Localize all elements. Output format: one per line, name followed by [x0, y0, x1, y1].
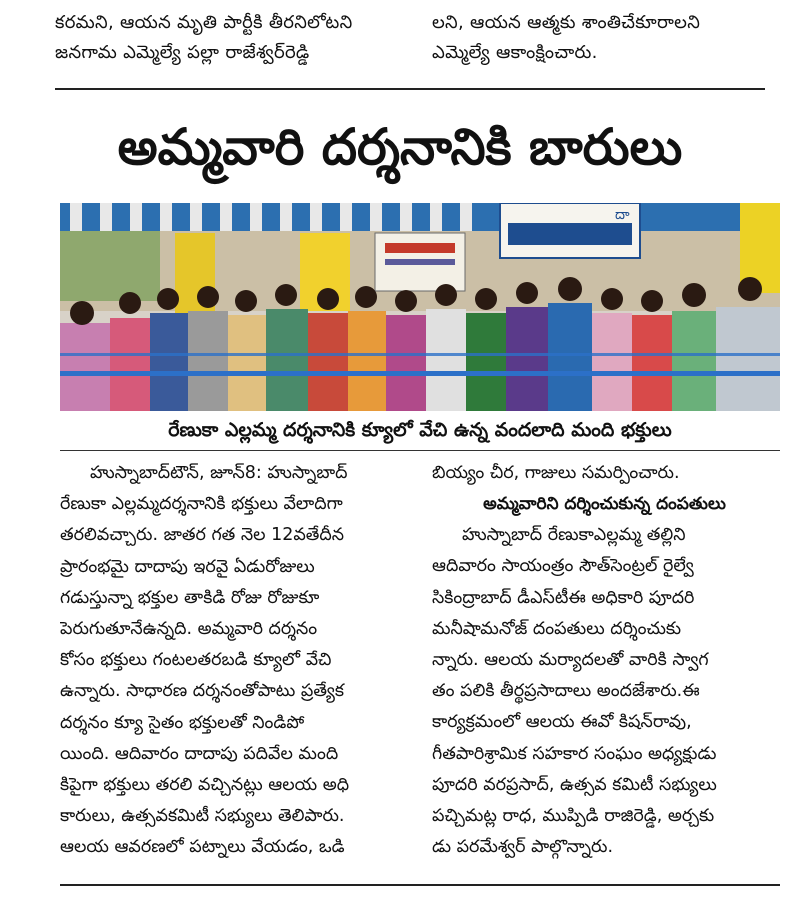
- previous-article-right-column: [432, 0, 792, 68]
- text-line: హుస్నాబాద్‌టౌన్, జూన్‌8: హుస్నాబాద్: [90, 463, 348, 483]
- text-line: ఆదివారం సాయంత్రం సౌత్‌సెంట్రల్ రైల్వే: [432, 556, 694, 577]
- text-line: కరమని, ఆయన మృతి పార్టీకి తీరనిలోటని: [55, 12, 353, 33]
- text-line: లని, ఆయన ఆత్మకు శాంతిచేకూరాలని: [432, 12, 701, 33]
- photo-caption: రేణుకా ఎల్లమ్మ దర్శనానికి క్యూలో వేచి ఉన్న వందలాది మంది భక్తులు: [168, 419, 672, 441]
- text-line: రేణుకా ఎల్లమ్మదర్శనానికి భక్తులు వేలాదిగా: [60, 494, 343, 515]
- text-line: తరలివచ్చారు. జాతర గత నెల 12వతేదీన: [60, 525, 345, 546]
- banner-text: దా: [615, 207, 630, 223]
- text-line: ఎమ్మెల్యే ఆకాంక్షించారు.: [432, 42, 598, 63]
- text-line: పెరుగుతూనేఉన్నది. అమ్మవారి దర్శనం: [60, 619, 318, 640]
- cut-off-line: [55, 0, 415, 8]
- text-line: తం పలికి తీర్థప్రసాదాలు అందజేశారు.ఈ: [432, 681, 700, 702]
- text-line: గీతపారిశ్రామిక సహకార సంఘం అధ్యక్షుడు: [432, 743, 717, 764]
- text-line: దర్శనం క్యూ సైతం భక్తులతో నిండిపో: [60, 712, 305, 733]
- article-left-column: [60, 458, 405, 864]
- crowd-photo-illustration: [60, 203, 780, 411]
- news-photo: [60, 203, 780, 411]
- previous-article-left-column: [55, 0, 415, 68]
- text-line: పూదరి వరప్రసాద్, ఉత్సవ కమిటీ సభ్యులు: [432, 774, 717, 795]
- text-line: డు పరమేశ్వర్ పాల్గొన్నారు.: [432, 837, 614, 858]
- section-divider: [60, 884, 780, 886]
- text-line: పచ్చిమట్ల రాధ, ముప్పిడి రాజిరెడ్డి, అర్చకు: [432, 806, 715, 827]
- previous-article: [0, 0, 800, 84]
- text-line: మనీషామనోజ్ దంపతులు దర్శించుకు: [432, 618, 682, 639]
- text-line: కోసం భక్తులు గంటలతరబడి క్యూలో వేచి: [60, 650, 332, 671]
- text-line: గడుస్తున్నా భక్తుల తాకిడి రోజు రోజుకూ: [60, 587, 320, 608]
- cut-off-line: [432, 0, 792, 8]
- section-divider: [55, 88, 765, 90]
- text-line: జనగామ ఎమ్మెల్యే పల్లా రాజేశ్వర్‌రెడ్డి: [55, 42, 310, 63]
- caption-divider: [60, 450, 780, 451]
- text-line: బియ్యం చీర, గాజులు సమర్పించారు.: [432, 463, 680, 483]
- text-line: హుస్నాబాద్ రేణుకాఎల్లమ్మ తల్లిని: [462, 525, 686, 546]
- text-line: ప్రారంభమై దాదాపు ఇరవై ఏడురోజులు: [60, 556, 315, 577]
- text-line: యింది. ఆదివారం దాదాపు పదివేల మంది: [60, 743, 339, 764]
- text-line: ఉన్నారు. సాధారణ దర్శనంతోపాటు ప్రత్యేక: [60, 681, 344, 702]
- text-line: న్నారు. ఆలయ మర్యాదలతో వారికి స్వాగ: [432, 650, 709, 671]
- article-right-column: [432, 458, 777, 863]
- text-line: కిపైగా భక్తులు తరలి వచ్చినట్లు ఆలయ అధి: [60, 775, 350, 796]
- text-line: కారులు, ఉత్సవకమిటీ సభ్యులు తెలిపారు.: [60, 806, 345, 827]
- text-line: కార్యక్రమంలో ఆలయ ఈవో కిషన్‌రావు,: [432, 712, 692, 733]
- subheading: అమ్మవారిని దర్శించుకున్న దంపతులు: [483, 494, 726, 515]
- text-line: ఆలయ ఆవరణలో పట్నాలు వేయడం, ఒడి: [60, 837, 345, 858]
- headline: అమ్మవారి దర్శనానికి బారులు: [117, 118, 683, 176]
- text-line: సికింద్రాబాద్ డీఎస్‌టీఈ అధికారి పూదరి: [432, 587, 695, 608]
